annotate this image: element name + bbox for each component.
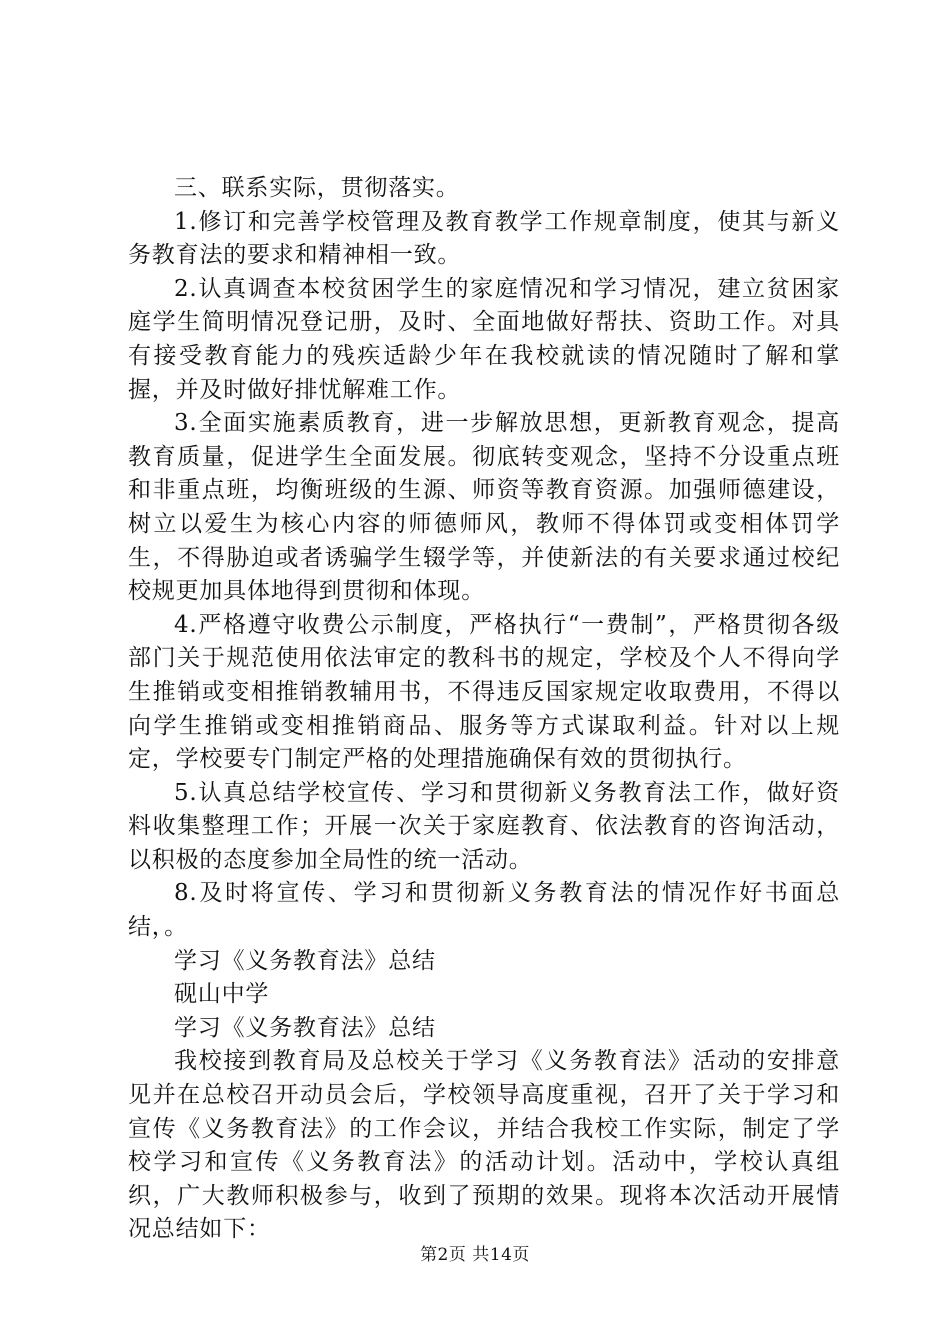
document-subtitle: 学习《义务教育法》总结 <box>174 1014 436 1041</box>
paragraph-item-3: 3.全面实施素质教育，进一步解放思想，更新教育观念，提高教育质量，促进学生全面发展。彻底转变观念，坚持不分设重点班和非重点班，均衡班级的生源、师资等教育资源。加强师德建设，树立以爱生为核心内容的师德师风，教师不得体罚或变相体罚学生，不得胁迫或者诱骗学生辍学等，并使新法的有关要求通过校纪校规更加具体地得到贯彻和体现。 <box>128 410 840 605</box>
intro-paragraph: 我校接到教育局及总校关于学习《义务教育法》活动的安排意见并在总校召开动员会后，学校领导高度重视，召开了关于学习和宣传《义务教育法》的工作会议，并结合我校工作实际，制定了学校学习和宣传《义务教育法》的活动计划。活动中，学校认真组织，广大教师积极参与，收到了预期的效果。现将本次活动开展情况总结如下： <box>128 1048 840 1243</box>
section-heading: 三、联系实际，贯彻落实。 <box>174 175 460 201</box>
school-name: 砚山中学 <box>174 981 270 1008</box>
paragraph-item-1: 1.修订和完善学校管理及教育教学工作规章制度，使其与新义务教育法的要求和精神相一致。 <box>128 208 840 269</box>
document-body <box>128 172 840 1247</box>
paragraph-item-5: 5.认真总结学校宣传、学习和贯彻新义务教育法工作，做好资料收集整理工作；开展一次关于家庭教育、依法教育的咨询活动，以积极的态度参加全局性的统一活动。 <box>128 779 840 873</box>
paragraph-item-2: 2.认真调查本校贫困学生的家庭情况和学习情况，建立贫困家庭学生简明情况登记册，及时、全面地做好帮扶、资助工作。对具有接受教育能力的残疾适龄少年在我校就读的情况随时了解和掌握，并及时做好排忧解难工作。 <box>128 275 840 403</box>
document-title: 学习《义务教育法》总结 <box>174 947 436 974</box>
page-number-footer: 第2页 共14页 <box>420 1245 530 1265</box>
paragraph-item-8: 8.及时将宣传、学习和贯彻新义务教育法的情况作好书面总结，。 <box>128 880 840 941</box>
paragraph-item-4: 4.严格遵守收费公示制度，严格执行“一费制”，严格贯彻各级部门关于规范使用依法审定的教科书的规定，学校及个人不得向学生推销或变相推销教辅用书，不得违反国家规定收取费用，不得以向学生推销或变相推销商品、服务等方式谋取利益。针对以上规定，学校要专门制定严格的处理措施确保有效的贯彻执行。 <box>128 611 840 773</box>
